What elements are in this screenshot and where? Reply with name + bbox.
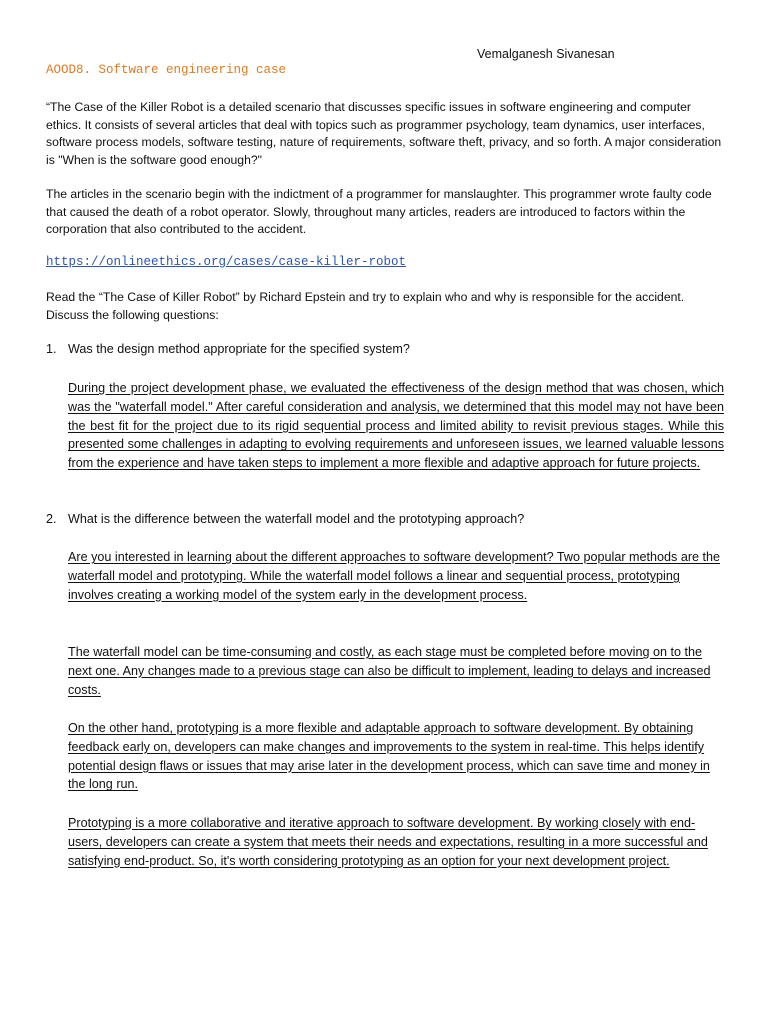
question-number: 2. (46, 512, 57, 526)
answer-1-paragraph (68, 379, 724, 473)
answer-2-paragraph-4 (68, 814, 724, 870)
answer-2-paragraph-3 (68, 719, 724, 794)
answer-text: Prototyping is a more collaborative and iterative approach to software development. By working closely with end-users, developers can create a system that meets their needs and expectations, resulting in a more successful and satisfying end-product. So, it's worth considering prototyping as an option for your next development project. (68, 816, 708, 868)
author-name: Vemalganesh Sivanesan (477, 47, 615, 61)
question-text: What is the difference between the waterfall model and the prototyping approach? (68, 512, 525, 526)
answer-text: The waterfall model can be time-consuming and costly, as each stage must be completed before moving on to the next one. Any changes made to a previous stage can also be difficult to implement, leading to delays and increased costs. (68, 645, 711, 697)
answer-2-paragraph-2 (68, 643, 724, 699)
question-text: Was the design method appropriate for the specified system? (68, 342, 410, 356)
course-title: AOOD8. Software engineering case (46, 63, 287, 77)
answer-text: During the project development phase, we evaluated the effectiveness of the design method that was chosen, which was the "waterfall model." After careful consideration and analysis, we determined that this model may not have been the best fit for the project due to its rigid sequential process and limited ability to revisit previous stages. While this presented some challenges in adapting to evolving requirements and unforeseen issues, we learned valuable lessons from the experience and have taken steps to implement a more flexible and adaptive approach for future projects. (68, 381, 724, 471)
question-1 (46, 342, 726, 356)
answer-text: On the other hand, prototyping is a more flexible and adaptable approach to software development. By obtaining feedback early on, developers can make changes and improvements to the system in real-time. This helps identify potential design flaws or issues that may arise later in the development process, which can save time and money in the long run. (68, 721, 710, 792)
instructions-paragraph: Read the “The Case of Killer Robot” by Richard Epstein and try to explain who and why is responsible for the accident. Discuss the following questions: (46, 290, 685, 322)
intro-paragraph-1: “The Case of the Killer Robot is a detailed scenario that discusses specific issues in software engineering and computer ethics. It consists of several articles that deal with topics such as programmer psychology, team dynamics, user interfaces, software process models, software testing, nature of requirements, software theft, privacy, and so forth. A major consideration is "When is the software good enough?" (46, 100, 722, 167)
answer-text: Are you interested in learning about the different approaches to software development? Two popular methods are the waterfall model and prototyping. While the waterfall model follows a linear and sequential process, prototyping involves creating a working model of the system early in the development process. (68, 550, 721, 602)
intro-paragraph-2: The articles in the scenario begin with the indictment of a programmer for manslaughter. This programmer wrote faulty code that caused the death of a robot operator. Slowly, throughout many articles, readers are introduced to factors within the corporation that also contributed to the accident. (46, 187, 712, 237)
case-link[interactable]: https://onlineethics.org/cases/case-killer-robot (46, 255, 407, 269)
question-number: 1. (46, 342, 57, 356)
question-2 (46, 512, 726, 526)
answer-2-paragraph-1 (68, 548, 724, 604)
